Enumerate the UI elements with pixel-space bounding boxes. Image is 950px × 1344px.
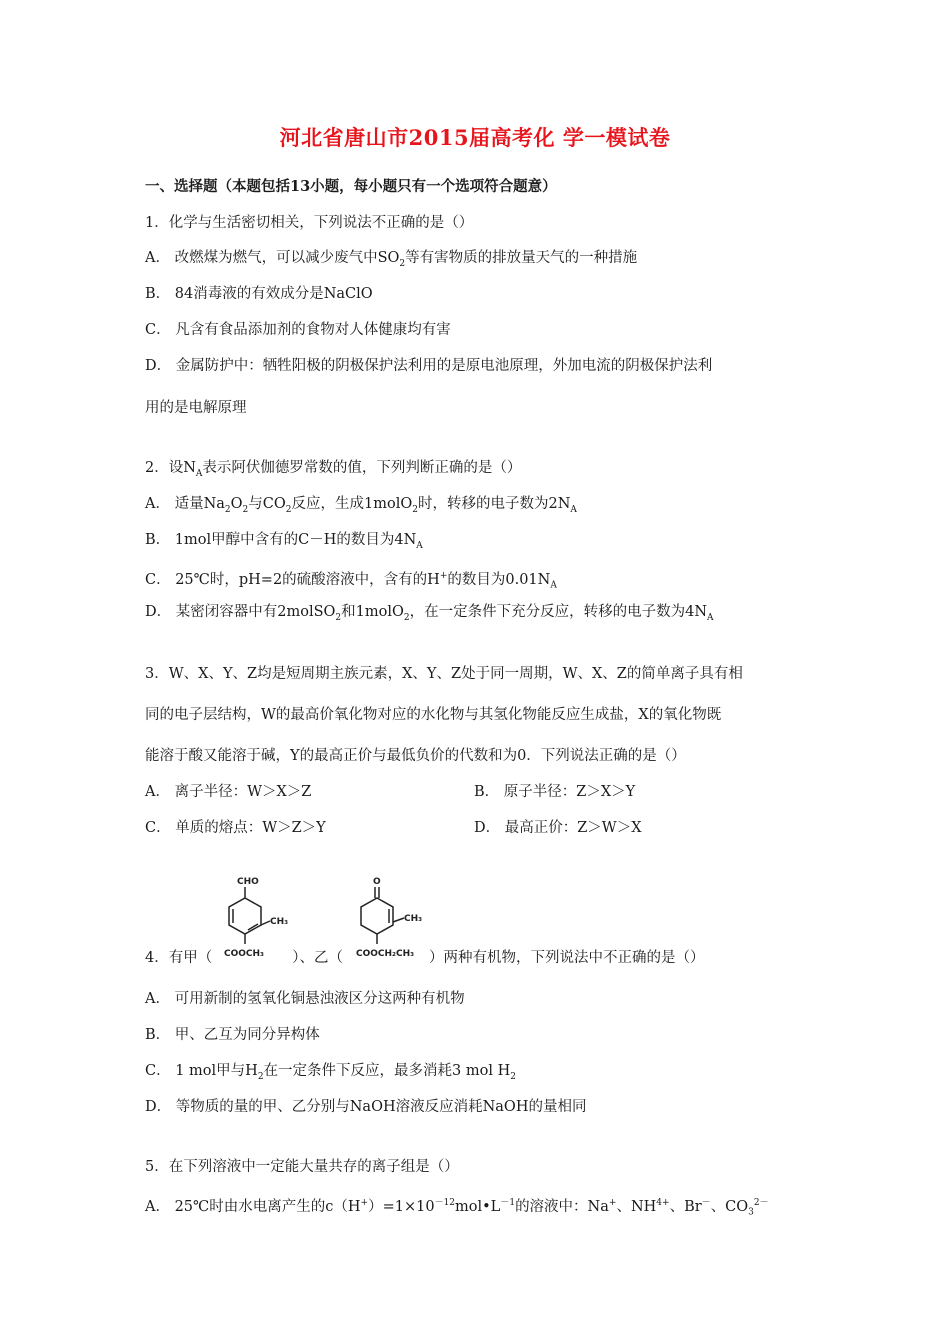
q5-a-text: ）=1×10 [368,1198,435,1215]
q4-option-d: D． 等物质的量的甲、乙分别与NaOH溶液反应消耗NaOH的量相同 [145,1099,587,1115]
subscript: A [570,504,577,515]
subscript: 2 [399,258,406,269]
q2-option-d [145,602,714,628]
q2-a-text: A． 适量Na [145,496,225,512]
subscript: 3 [748,1207,754,1218]
q1-a-text: 等有害物质的排放量天气的一种措施 [405,250,638,266]
superscript: 4+ [656,1198,670,1208]
subscript: A [416,540,423,551]
q4-stem [145,948,704,968]
mol2-top-label: O [373,877,381,887]
mol1-bottom-label: COOCH₃ [224,949,264,959]
superscript: －1 [500,1198,516,1208]
superscript: + [360,1198,369,1208]
q2-c-text: C． 25℃时，pH=2的硫酸溶液中，含有的H [145,571,440,588]
q4-option-c [145,1061,516,1087]
subscript: A [707,612,714,623]
q5-stem: 5．在下列溶液中一定能大量共存的离子组是（） [145,1159,459,1175]
subscript: 2 [285,504,292,515]
q2-d-text: 和1molO [341,604,404,620]
q1-option-c: C． 凡含有食品添加剂的食物对人体健康均有害 [145,322,451,338]
q5-a-text: 、CO [710,1198,749,1215]
q5-a-text: 、Br [669,1198,702,1215]
q3-option-b: B． 原子半径：Z＞X＞Y [474,784,636,800]
mol2-side-label: CH₃ [404,914,423,924]
mol1-side-label: CH₃ [270,917,289,927]
mol2-bottom-label: COOCH₂CH₃ [356,949,415,959]
q1-option-a [145,248,637,274]
q4-option-b: B． 甲、乙互为同分异构体 [145,1027,320,1043]
q2-option-b [145,530,423,556]
subscript: A [195,468,203,479]
subscript: A [550,580,557,591]
q5-a-text: A． 25℃时由水电离产生的c（H [145,1198,361,1215]
q1-option-d-line2: 用的是电解原理 [145,400,247,416]
q2-option-a [145,494,577,520]
q2-stem-text: 2．设N [145,460,196,476]
page-title: 河北省唐山市2015届高考化 学一模试卷 [279,125,671,150]
q1-stem: 1．化学与生活密切相关，下列说法不正确的是（） [145,215,474,231]
q2-d-text: D． 某密闭容器中有2molSO [145,604,336,620]
q4-c-text: C． 1 mol甲与H [145,1063,258,1079]
q2-c-text: 的数目为0.01N [447,571,551,588]
q2-a-text: O [230,496,243,512]
subscript: 2 [335,612,342,623]
q2-stem-text: 表示阿伏伽德罗常数的值，下列判断正确的是（） [202,460,522,476]
q2-d-text: ，在一定条件下充分反应，转移的电子数为4N [409,604,708,620]
q5-option-a [145,1193,769,1223]
q4-c-text: 在一定条件下反应，最多消耗3 mol H [263,1063,511,1079]
q3-option-d: D． 最高正价：Z＞W＞X [474,820,642,836]
q3-stem-line2: 同的电子层结构，W的最高价氧化物对应的水化物与其氢化物能反应生成盐，X的氧化物既 [145,707,722,723]
q3-option-a: A． 离子半径：W＞X＞Z [145,784,312,800]
superscript: 2－ [753,1198,769,1208]
q1-option-d-line1: D． 金属防护中：牺牲阳极的阴极保护法利用的是原电池原理，外加电流的阴极保护法利 [145,358,713,374]
subscript: 2 [257,1071,264,1082]
subscript: 2 [412,504,418,515]
q4-stem-text: 4．有甲（ [145,950,213,966]
q5-a-text: 、NH [616,1198,657,1215]
q1-option-b: B． 84消毒液的有效成分是NaClO [145,286,373,302]
superscript: + [439,571,448,581]
q2-b-text: B． 1mol甲醇中含有的C－H的数目为4N [145,532,417,548]
q4-option-a: A． 可用新制的氢氧化铜悬浊液区分这两种有机物 [145,991,465,1007]
q2-a-text: 时，转移的电子数为2N [417,496,571,512]
q3-stem-line3: 能溶于酸又能溶于碱，Y的最高正价与最低负价的代数和为0．下列说法正确的是（） [145,748,686,764]
superscript: －12 [434,1198,456,1208]
superscript: － [701,1198,711,1208]
mol1-top-label: CHO [237,877,259,887]
q1-a-text: A． 改燃煤为燃气，可以减少废气中SO [145,250,400,266]
subscript: 2 [242,504,249,515]
q3-option-c: C． 单质的熔点：W＞Z＞Y [145,820,326,836]
q4-stem-text: ）、乙（ [292,950,343,966]
q5-a-text: mol•L [455,1198,501,1215]
subscript: 2 [224,504,231,515]
q2-stem [145,458,521,484]
q4-stem-text: ）两种有机物，下列说法中不正确的是（） [428,950,705,966]
q2-a-text: 反应，生成1molO [291,496,413,512]
q3-stem-line1: 3．W、X、Y、Z均是短周期主族元素，X、Y、Z处于同一周期，W、X、Z的简单离子具有相 [145,666,743,682]
subscript: 2 [510,1071,516,1082]
q2-a-text: 与CO [248,496,286,512]
subscript: 2 [403,612,410,623]
superscript: + [608,1198,617,1208]
section-heading: 一、选择题（本题包括13小题，每小题只有一个选项符合题意） [145,178,557,195]
q5-a-text: 的溶液中：Na [515,1198,609,1215]
q2-option-c [145,566,557,596]
